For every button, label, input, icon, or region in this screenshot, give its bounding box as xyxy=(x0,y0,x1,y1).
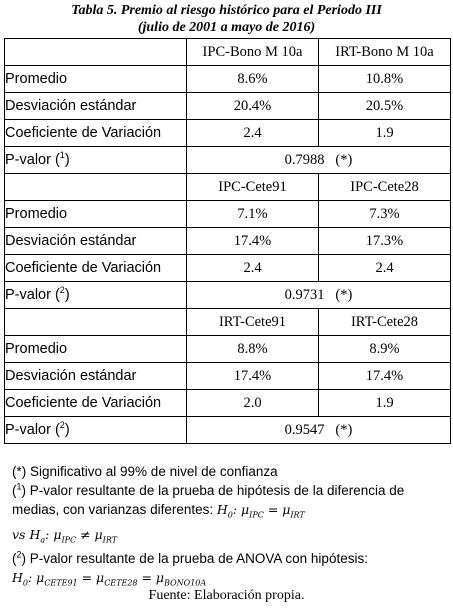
table-row xyxy=(5,228,451,255)
column-header: IRT-Cete91 xyxy=(187,309,319,336)
pvalue-row xyxy=(5,147,451,174)
pvalue-value: 0.9731 xyxy=(284,286,325,303)
column-header: IRT-Bono M 10a xyxy=(319,39,451,66)
table-cell: 8.9% xyxy=(319,336,451,363)
table-row xyxy=(5,120,451,147)
hypothesis-h0-mean: $H_0$: $\mu_{IPC} = \mu_{IRT}$ xyxy=(216,502,305,520)
table-cell: 8.8% xyxy=(187,336,319,363)
column-header: IPC-Bono M 10a xyxy=(187,39,319,66)
column-header: IPC-Cete28 xyxy=(319,174,451,201)
table-cell: 1.9 xyxy=(319,120,451,147)
empty-header-cell xyxy=(5,174,187,201)
note-1-line-1: ($^1$) P-valor resultante de la prueba de hipótesis de la diferencia de xyxy=(12,481,405,498)
pvalue-cell xyxy=(187,417,451,444)
row-label: Desviación estándar xyxy=(5,228,187,255)
pvalue-cell xyxy=(187,147,451,174)
row-label: Coeficiente de Variación xyxy=(5,120,187,147)
empty-header-cell xyxy=(5,309,187,336)
table-cell: 8.6% xyxy=(187,66,319,93)
table-row xyxy=(5,255,451,282)
significance-mark: (*) xyxy=(335,151,353,168)
row-label: Coeficiente de Variación xyxy=(5,255,187,282)
hypothesis-h0-anova: $H_0$: $\mu_{CETE91} = \mu_{CETE28} = \mu_{BONO10A}$ xyxy=(12,570,207,588)
table-cell: 1.9 xyxy=(319,390,451,417)
row-label: Promedio xyxy=(5,66,187,93)
table-cell: 7.1% xyxy=(187,201,319,228)
table-row xyxy=(5,336,451,363)
footnotes xyxy=(12,462,448,593)
table-subtitle: (julio de 2001 a mayo de 2016) xyxy=(137,20,316,35)
pvalue-label: P-valor ($^1$) xyxy=(5,147,187,174)
pvalue-row xyxy=(5,282,451,309)
table-cell: 20.4% xyxy=(187,93,319,120)
table-cell: 20.5% xyxy=(319,93,451,120)
section-header-row xyxy=(5,39,451,66)
significance-mark: (*) xyxy=(335,286,353,303)
table-body xyxy=(5,39,451,444)
note-2-line-1: ($^2$) P-valor resultante de la prueba de ANOVA con hipótesis: xyxy=(12,549,368,566)
row-label: Promedio xyxy=(5,201,187,228)
pvalue-value: 0.9547 xyxy=(284,421,325,438)
table-cell: 2.0 xyxy=(187,390,319,417)
row-label: Promedio xyxy=(5,336,187,363)
table-cell: 17.4% xyxy=(319,363,451,390)
column-header: IPC-Cete91 xyxy=(187,174,319,201)
table-cell: 17.4% xyxy=(187,363,319,390)
table-cell: 17.4% xyxy=(187,228,319,255)
section-header-row xyxy=(5,174,451,201)
table-cell: 2.4 xyxy=(187,255,319,282)
pvalue-cell xyxy=(187,282,451,309)
note-1-line-2: medias, con varianzas diferentes: $H_0$: $\mu_{IPC} = \mu_{IRT}$ xyxy=(12,502,305,520)
note-1-line-3 xyxy=(12,525,448,550)
pvalue-label: P-valor ($^2$) xyxy=(5,417,187,444)
table-row xyxy=(5,93,451,120)
empty-header-cell xyxy=(5,39,187,66)
row-label: Desviación estándar xyxy=(5,363,187,390)
table-cell: 7.3% xyxy=(319,201,451,228)
table-row xyxy=(5,390,451,417)
table-row xyxy=(5,363,451,390)
pvalue-label: P-valor ($^2$) xyxy=(5,282,187,309)
section-header-row xyxy=(5,309,451,336)
row-label: Coeficiente de Variación xyxy=(5,390,187,417)
table-cell: 17.3% xyxy=(319,228,451,255)
note-significance: (*) Significativo al 99% de nivel de confianza xyxy=(12,464,278,479)
risk-premium-table xyxy=(4,38,451,444)
table-title: Tabla 5. Premio al riesgo histórico para el Periodo III xyxy=(71,3,382,18)
table-cell: 2.4 xyxy=(319,255,451,282)
table-row xyxy=(5,201,451,228)
source-note: Fuente: Elaboración propia. xyxy=(148,588,305,603)
pvalue-value: 0.7988 xyxy=(284,151,325,168)
table-cell: 10.8% xyxy=(319,66,451,93)
pvalue-row xyxy=(5,417,451,444)
table-cell: 2.4 xyxy=(187,120,319,147)
hypothesis-ha-mean: vs $H_a$: $\mu_{IPC} \ne \mu_{IRT}$ xyxy=(12,526,118,544)
row-label: Desviación estándar xyxy=(5,93,187,120)
table-row xyxy=(5,66,451,93)
significance-mark: (*) xyxy=(335,421,353,438)
column-header: IRT-Cete28 xyxy=(319,309,451,336)
